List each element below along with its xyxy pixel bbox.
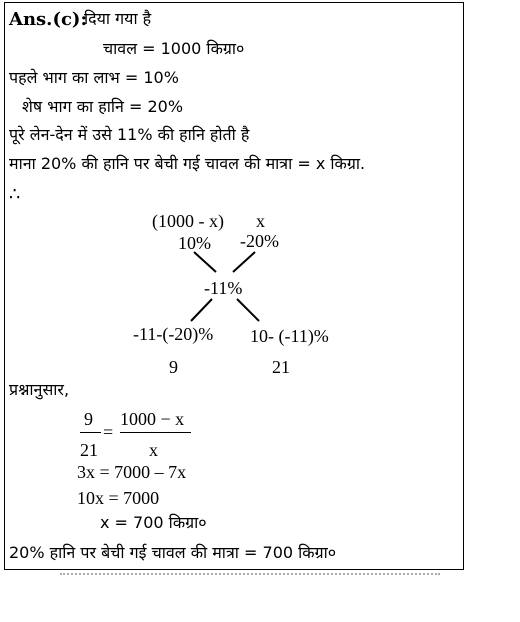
first-part-profit: पहले भाग का लाभ = 10% (9, 68, 179, 87)
therefore-symbol: ∴ (9, 184, 21, 205)
step-1: 3x = 7000 – 7x (77, 462, 187, 482)
alligation-left-ratio: 9 (169, 357, 178, 377)
answer-label: Ans.(c): (9, 9, 88, 30)
fraction2-denominator: x (149, 440, 158, 460)
alligation-right-diff: 10- (-11)% (250, 326, 329, 346)
final-answer: 20% हानि पर बेची गई चावल की मात्रा = 700 किग्रा० (9, 543, 337, 562)
alligation-right-rate: -20% (240, 231, 279, 251)
given-text: दिया गया है (84, 9, 152, 28)
equals-sign: = (103, 422, 114, 442)
alligation-right-qty: x (256, 211, 265, 231)
step-3: x = 700 किग्रा० (100, 513, 207, 532)
step-2: 10x = 7000 (77, 488, 160, 508)
fraction1-numerator: 9 (84, 409, 93, 429)
rest-part-loss: शेष भाग का हानि = 20% (22, 97, 184, 116)
overall-loss: पूरे लेन-देन में उसे 11% की हानि होती है (9, 125, 250, 144)
fraction1-denominator: 21 (80, 440, 98, 460)
fraction2-numerator: 1000 − x (120, 409, 185, 429)
alligation-left-qty: (1000 - x) (152, 211, 224, 231)
fraction2-bar (120, 432, 191, 433)
alligation-left-rate: 10% (178, 233, 211, 253)
assumption: माना 20% की हानि पर बेची गई चावल की मात्रा = x किग्रा. (9, 154, 366, 173)
solution-heading: प्रश्नानुसार, (9, 380, 70, 399)
rice-total: चावल = 1000 किग्रा० (103, 39, 245, 58)
fraction1-bar (80, 432, 101, 433)
alligation-mean: -11% (204, 278, 243, 298)
cut-off-text-remnant (60, 573, 440, 579)
alligation-left-diff: -11-(-20)% (133, 324, 214, 344)
alligation-right-ratio: 21 (272, 357, 290, 377)
